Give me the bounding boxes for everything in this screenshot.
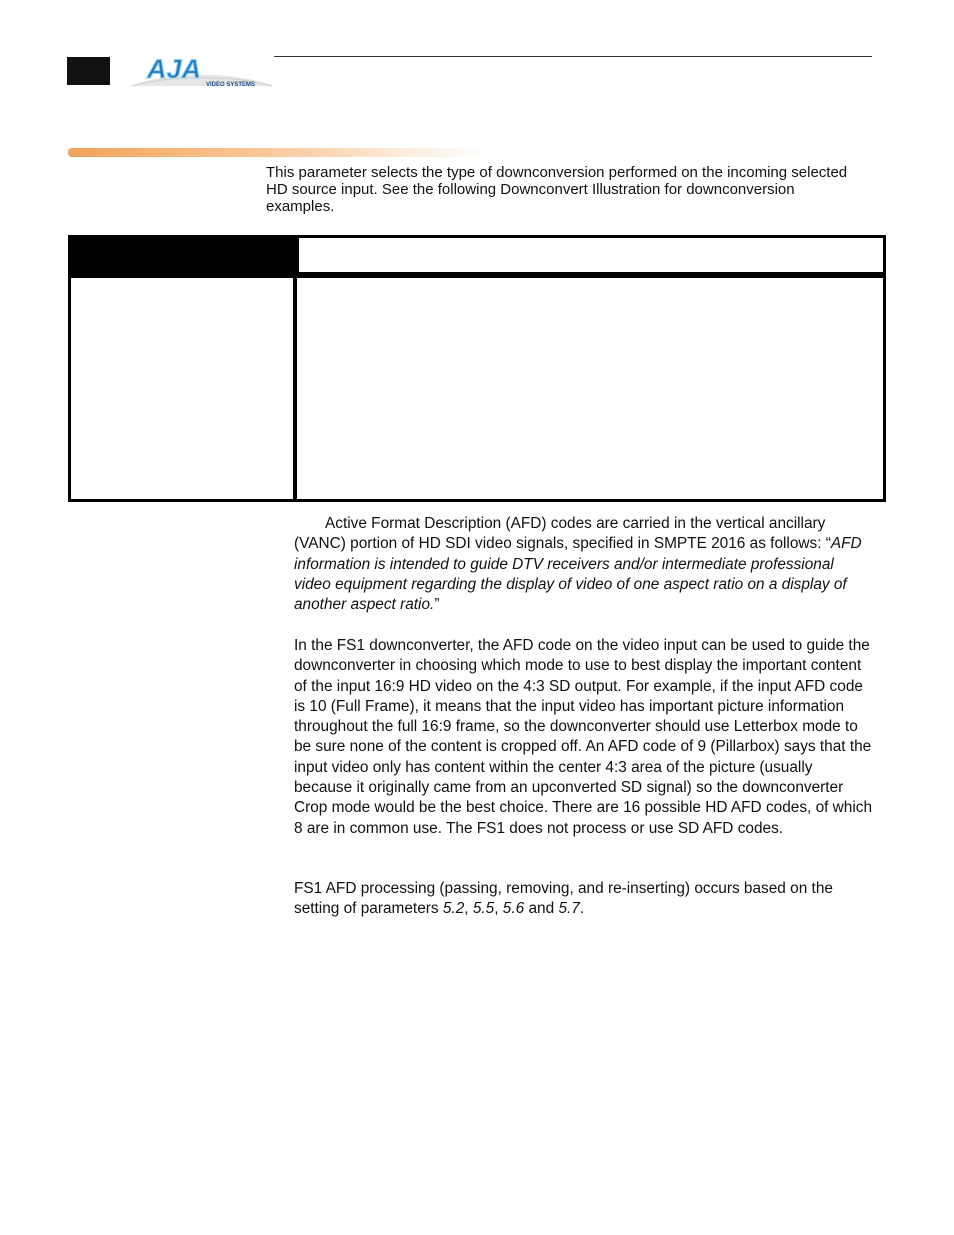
afd-definition-quote: AFD information is intended to guide DTV receivers and/or intermediate professional video equipment regarding the display of video of one aspect ratio on a display of another aspect ratio. (294, 535, 862, 614)
logo-subtitle: VIDEO SYSTEMS (206, 82, 256, 88)
afd-processing-paragraph (294, 879, 874, 920)
aja-logo (130, 55, 274, 89)
param-ref-separator-1: , (464, 900, 473, 918)
table-header-left-cell (71, 238, 295, 275)
afd-processing-lead: FS1 AFD processing (passing, removing, and re-inserting) occurs based on the setting of parameters (294, 880, 833, 918)
options-table (68, 235, 886, 502)
table-column-divider (293, 275, 297, 499)
page-number-box (67, 57, 110, 85)
afd-usage-paragraph: In the FS1 downconverter, the AFD code on the video input can be used to guide the downconverter in choosing which mode to use to best display the important content of the input 16:9 HD video on the 4:3 SD output. For example, if the input AFD code is 10 (Full Frame), it means that the input video has important picture information throughout the full 16:9 frame, so the downconverter should use Letterbox mode to be sure none of the content is cropped off. An AFD code of 9 (Pillarbox) says that the input video only has content within the center 4:3 area of the picture (usually because it originally came from an upconverted SD signal) so the downconverter Crop mode would be the best choice. There are 16 possible HD AFD codes, of which 8 are in common use. The FS1 does not process or use SD AFD codes. (294, 637, 873, 837)
afd-definition-paragraph (294, 514, 874, 615)
table-header-separator (71, 275, 883, 278)
afd-definition-tail: ” (434, 596, 440, 614)
param-ref-5-2: 5.2 (442, 900, 465, 918)
afd-processing-tail: . (579, 900, 585, 918)
header-rule (274, 56, 872, 57)
param-ref-5-6: 5.6 (502, 900, 525, 918)
logo-wordmark: AJA (147, 55, 202, 84)
table-header-right-cell (295, 238, 883, 275)
intro-paragraph: This parameter selects the type of downconversion performed on the incoming selected HD source input. See the following Downconvert Illustration for downconversion examples. (266, 164, 848, 215)
afd-definition-lead: Active Format Description (AFD) codes are carried in the vertical ancillary (VANC) portion of HD SDI video signals, specified in SMPTE 2016 as follows: “ (294, 515, 831, 553)
param-ref-5-5: 5.5 (472, 900, 495, 918)
section-accent-bar (68, 148, 488, 157)
param-ref-5-7: 5.7 (558, 900, 580, 918)
param-ref-separator-2: , (494, 900, 503, 918)
param-ref-separator-3: and (524, 900, 559, 918)
